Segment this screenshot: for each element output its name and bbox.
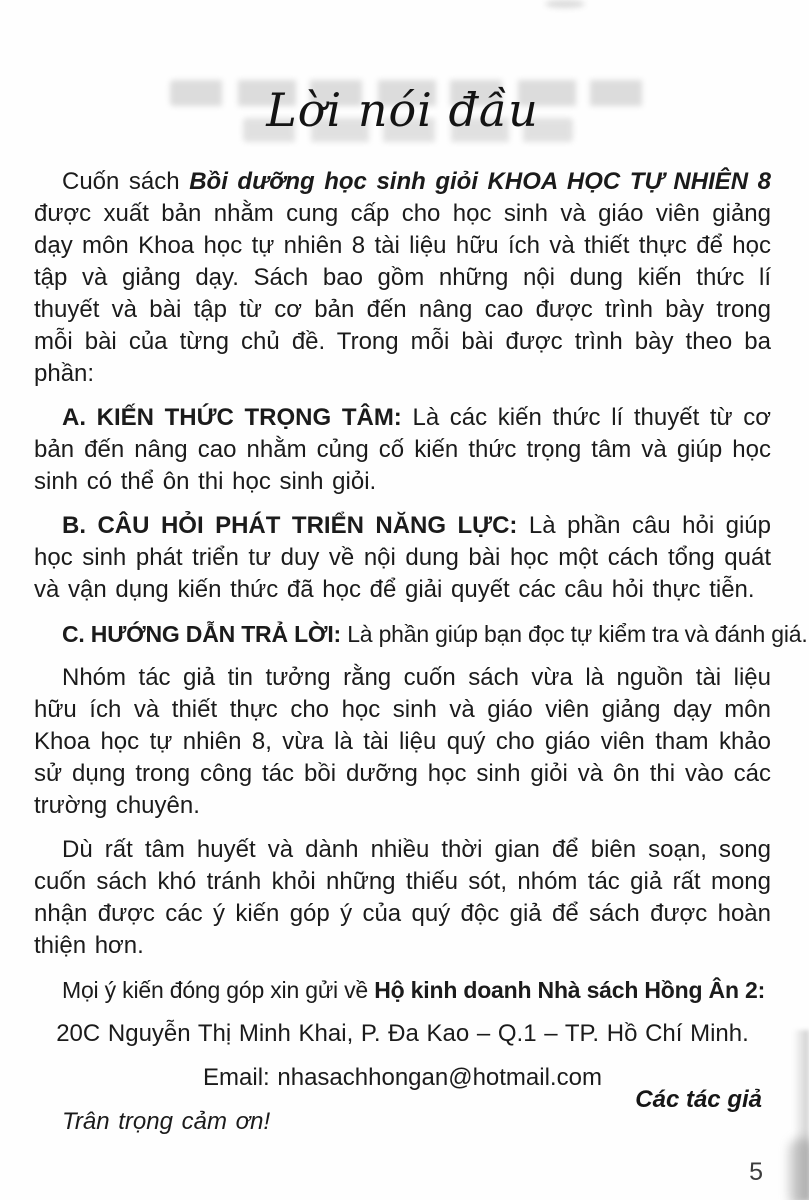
intro-text-post: được xuất bản nhằm cung cấp cho học sinh và giáo viên giảng dạy môn Khoa học tự nhiên 8 tài liệu hữu ích và thiết thực để học tập và giảng dạy. Sách bao gồm những nội dung kiến thức lí thuyết và bài tập từ cơ bản đến nâng cao được trình bày trong mỗi bài của từng chủ đề. Trong mỗi bài được trình bày theo ba phần:: [34, 200, 771, 387]
section-c-text: Là phần giúp bạn đọc tự kiểm tra và đánh giá.: [347, 621, 808, 647]
scan-edge-corner-shadow: [789, 1138, 809, 1200]
section-b-text: Là phần câu hỏi giúp học sinh phát triển tư duy về nội dung bài học một cách tổng quát và vận dụng kiến thức đã học để giải quyết các câu hỏi thực tiễn.: [34, 512, 772, 603]
section-c-heading: C. HƯỚNG DẪN TRẢ LỜI:: [62, 621, 341, 647]
email-line: Email: nhasachhongan@hotmail.com: [203, 1064, 602, 1091]
trust-paragraph: Nhóm tác giả tin tưởng rằng cuốn sách vừa là nguồn tài liệu hữu ích và thiết thực cho học sinh và giáo viên giảng dạy môn Khoa học tự nhiên 8, vừa là tài liệu quý cho giáo viên tham khảo sử dụng trong công tác bồi dưỡng học sinh giỏi và ôn thi vào các trường chuyên.: [34, 664, 771, 819]
book-title-bold: Bồi dưỡng học sinh giỏi KHOA HỌC TỰ NHIÊN 8: [189, 168, 771, 195]
feedback-paragraph: [34, 974, 771, 1006]
page-content: [34, 0, 808, 1150]
section-b-heading: B. CÂU HỎI PHÁT TRIỂN NĂNG LỰC:: [62, 512, 518, 539]
publisher-name: Hộ kinh doanh Nhà sách Hồng Ân 2:: [374, 977, 766, 1003]
page-number: 5: [749, 1158, 763, 1186]
intro-paragraph: [34, 166, 771, 390]
section-b-paragraph: [34, 510, 771, 606]
feedback-text: Mọi ý kiến đóng góp xin gửi về: [62, 977, 369, 1003]
section-a-text: Là các kiến thức lí thuyết từ cơ bản đến nâng cao nhằm củng cố kiến thức trọng tâm và giúp học sinh có thể ôn thi học sinh giỏi.: [34, 404, 772, 495]
intro-text-pre: Cuốn sách: [62, 168, 180, 195]
thanks-line: Trân trọng cảm ơn!: [62, 1108, 271, 1135]
address-line: 20C Nguyễn Thị Minh Khai, P. Đa Kao – Q.1 – TP. Hồ Chí Minh.: [56, 1020, 749, 1047]
apology-paragraph: Dù rất tâm huyết và dành nhiều thời gian để biên soạn, song cuốn sách khó tránh khỏi những thiếu sót, nhóm tác giả rất mong nhận được các ý kiến góp ý của quý độc giả để sách được hoàn thiện hơn.: [34, 836, 771, 959]
authors-signature: Các tác giả: [635, 1086, 762, 1113]
section-a-paragraph: [34, 402, 771, 498]
page-title: Lời nói đầu: [266, 83, 539, 137]
section-a-heading: A. KIẾN THỨC TRỌNG TÂM:: [62, 404, 402, 431]
section-c-paragraph: [34, 618, 808, 650]
